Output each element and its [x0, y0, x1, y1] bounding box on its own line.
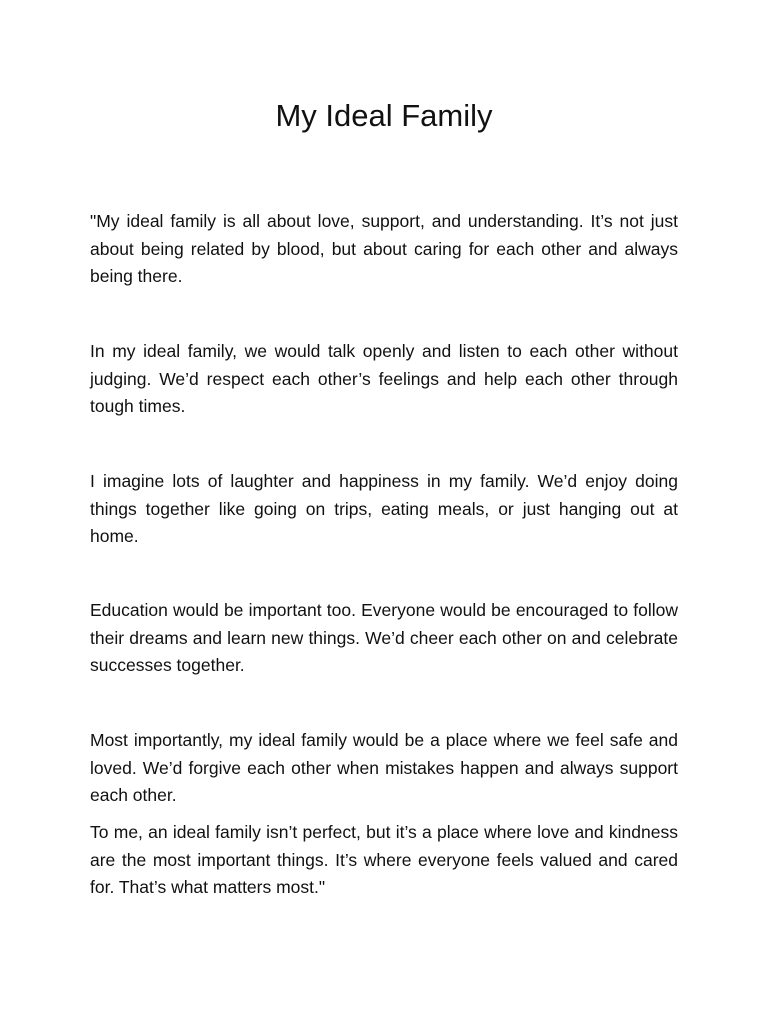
- paragraph-3: I imagine lots of laughter and happiness in my family. We’d enjoy doing things together like going on trips, eating meals, or just hanging out at home.: [90, 471, 678, 546]
- paragraph-2: In my ideal family, we would talk openly and listen to each other without judging. We’d respect each other’s feelings and help each other through tough times.: [90, 341, 678, 416]
- paragraph-4: Education would be important too. Everyone would be encouraged to follow their dreams and learn new things. We’d cheer each other on and celebrate successes together.: [90, 600, 678, 675]
- paragraph-1: "My ideal family is all about love, support, and understanding. It’s not just about being related by blood, but about caring for each other and always being there.: [90, 211, 678, 286]
- paragraph-6: To me, an ideal family isn’t perfect, but it’s a place where love and kindness are the most important things. It’s where everyone feels valued and cared for. That’s what matters most.": [90, 822, 678, 897]
- paragraph-5: Most importantly, my ideal family would be a place where we feel safe and loved. We’d forgive each other when mistakes happen and always support each other.: [90, 730, 678, 805]
- page-title: My Ideal Family: [275, 98, 493, 133]
